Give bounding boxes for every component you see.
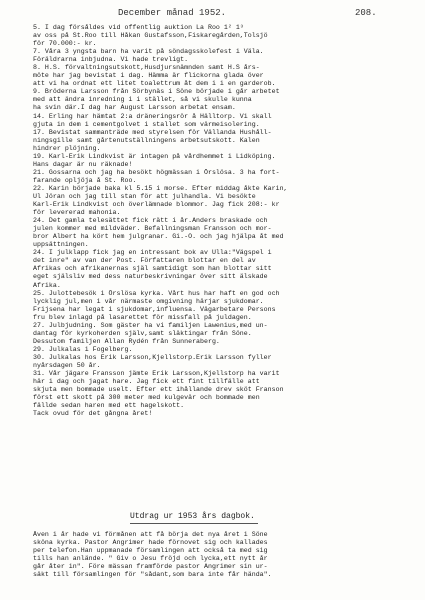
text-line: Dessutom familjen Allan Rydén från Sunneraberg.: [33, 337, 220, 345]
text-line: först ett skott på 300 meter med kulgevär och bommade men: [33, 394, 260, 402]
text-line: Frijsena har legat i sjukdomar,influensa. Vägarbetare Persons: [33, 305, 276, 313]
text-line: Afrika.: [33, 281, 61, 289]
text-line: 31. Vår jägare Fransson jämte Erik Larsson,Kjellstorp ha varit: [33, 370, 280, 378]
text-line: bror Albert ha kört hem julgranar. Gi.-O. och jag hjälpa åt med: [33, 233, 284, 241]
text-line: fru blev inlagd på lasarettet för missfall på juldagen.: [33, 313, 252, 321]
text-line: eget själsliv med dess naturbeskrivningar över sitt älskade: [33, 273, 268, 281]
text-line: Föräldrarna inbjudna. Vi hade trevligt.: [33, 56, 189, 64]
text-line: 9. Bröderna Larsson från Sörbynäs i Söne började i går arbetet: [33, 88, 280, 96]
text-line: Hans dagar är nu räknade!: [33, 160, 133, 168]
text-line: hindrer plöjning.: [33, 144, 101, 152]
text-line: går åter in". Före mässan framförde pastor Angrimer sin ur-: [33, 563, 268, 571]
diary-entries: [33, 24, 403, 418]
text-line: 7. Våra 3 yngsta barn ha varit på söndagsskolefest i Väla.: [33, 48, 264, 56]
text-line: här i dag och jagat hare. Jag fick ett fint tillfälle att: [33, 378, 260, 386]
text-line: säkt till församlingen för "sådant,som bara inte får hända".: [33, 571, 272, 579]
text-line: Karl-Erik Lindkvist och överlämnade blommor. Jag fick 208:- kr: [33, 201, 280, 209]
text-line: julen kommer med mildväder. Befallningsman Fransson och mor-: [33, 225, 272, 233]
text-line: 27. Julbjudning. Som gäster ha vi familjen Lawenius,med un-: [33, 321, 268, 329]
text-line: 5. I dag försåldes vid offentlig auktion La Roo 1² 1³: [33, 24, 244, 31]
text-line: nyårsdagen 50 år.: [33, 361, 101, 369]
text-line: 24. Det gamla telesättet fick rätt i år.Anders braskade och: [33, 217, 268, 225]
text-line: det inre" av van der Post. Författaren blottar en del av: [33, 257, 256, 265]
text-line: 19. Karl-Erik Lindkvist är intagen på vårdhemmet i Lidköping.: [33, 152, 276, 160]
text-line: för levererad mahonia.: [33, 209, 121, 217]
text-line: 30. Julkalas hos Erik Larsson,Kjellstorp.Erik Larsson fyller: [33, 353, 272, 361]
text-line: skjuta men bommade uselt. Efter ett ihållande drev sköt Franson: [33, 386, 284, 394]
page-header: [0, 8, 425, 22]
page-title: December månad 1952.: [118, 8, 227, 18]
page-number: 208.: [355, 8, 377, 18]
text-line: av oss på St.Roo till Håkan Gustafsson,Fiskaregården,Tolsjö: [33, 32, 268, 40]
text-line: lycklig jul,men i vår närmaste omgivning härjar sjukdomar.: [33, 297, 264, 305]
text-line: för 70.000:- kr.: [33, 40, 97, 48]
text-line: att vi ha ordnat ett litet toalettrum åt dem i i en garderob.: [33, 80, 276, 88]
text-line: 8. H.S. förvaltningsutskott,Husdjursnämnden samt H.S års-: [33, 64, 260, 72]
text-line: Afrikas och afrikanernas själ samtidigt som han blottar sitt: [33, 265, 272, 273]
text-line: möte har jag bevistat i dag. Hämma är flickorna glada över: [33, 72, 264, 80]
text-line: dantag för kyrkoherden själv,samt släktingar från Söne.: [33, 329, 252, 337]
text-line: 22. Karin började baka kl 5.15 i morse. Efter middag åkte Karin,: [33, 184, 288, 192]
text-line: ha svin där.I dag har August Larsson arbetat ensam.: [33, 104, 236, 112]
text-line: gjuta in dem i cementgolvet i stallet som värmeisolering.: [33, 120, 260, 128]
text-line: 24. I julklapp fick jag en intressant bok av Ulla:"Vägspel i: [33, 249, 272, 257]
text-line: uppsättningen.: [33, 241, 89, 249]
text-line: farande opljöja å St. Roo.: [33, 176, 137, 184]
text-line: 25. Julottebesök i Örslösa kyrka. Vårt hus har haft en god och: [33, 289, 280, 297]
text-line: sköna kyrka. Pastor Angrimer hade förnovet sig och kallades: [33, 539, 268, 547]
text-line: fällde sedan haren med ett hagelskott.: [33, 402, 185, 410]
diary-entries-1953: [33, 531, 403, 579]
text-line: per telefon.Han uppmanade församlingen att också ta med sig: [33, 547, 268, 555]
text-line: 21. Gossarna och jag ha besökt högmässan i Örslösa. 3 ha fort-: [33, 168, 280, 176]
section-heading: Utdrag ur 1953 års dagbok.: [130, 512, 255, 521]
text-line: Tack ovud för det gångna året!: [33, 410, 153, 418]
text-line: ningsgille samt gårtenutställningens arbetsutskott. Kalen: [33, 136, 260, 144]
text-line: Även i år hade vi förmånen att få börja det nya året i Söne: [33, 531, 268, 538]
text-line: 29. Julkalas i Fogelberg.: [33, 345, 133, 353]
text-line: med att ändra inredning i i stället, så vi skulle kunna: [33, 96, 252, 104]
text-line: Ul Jöran och jag till stan för att julhandla. Vi besökte: [33, 192, 256, 200]
text-line: 17. Bevistat sammanträde med styrelsen för Vällanda Hushåll-: [33, 128, 272, 136]
text-line: 14. Erling har hämtat 2:a dräneringsrör å Hälltorp. Vi skall: [33, 112, 272, 120]
section-heading-underline: [130, 523, 258, 524]
text-line: tills han anlände. " Giv o Jesu fröjd och lycka,ett nytt år: [33, 555, 268, 563]
